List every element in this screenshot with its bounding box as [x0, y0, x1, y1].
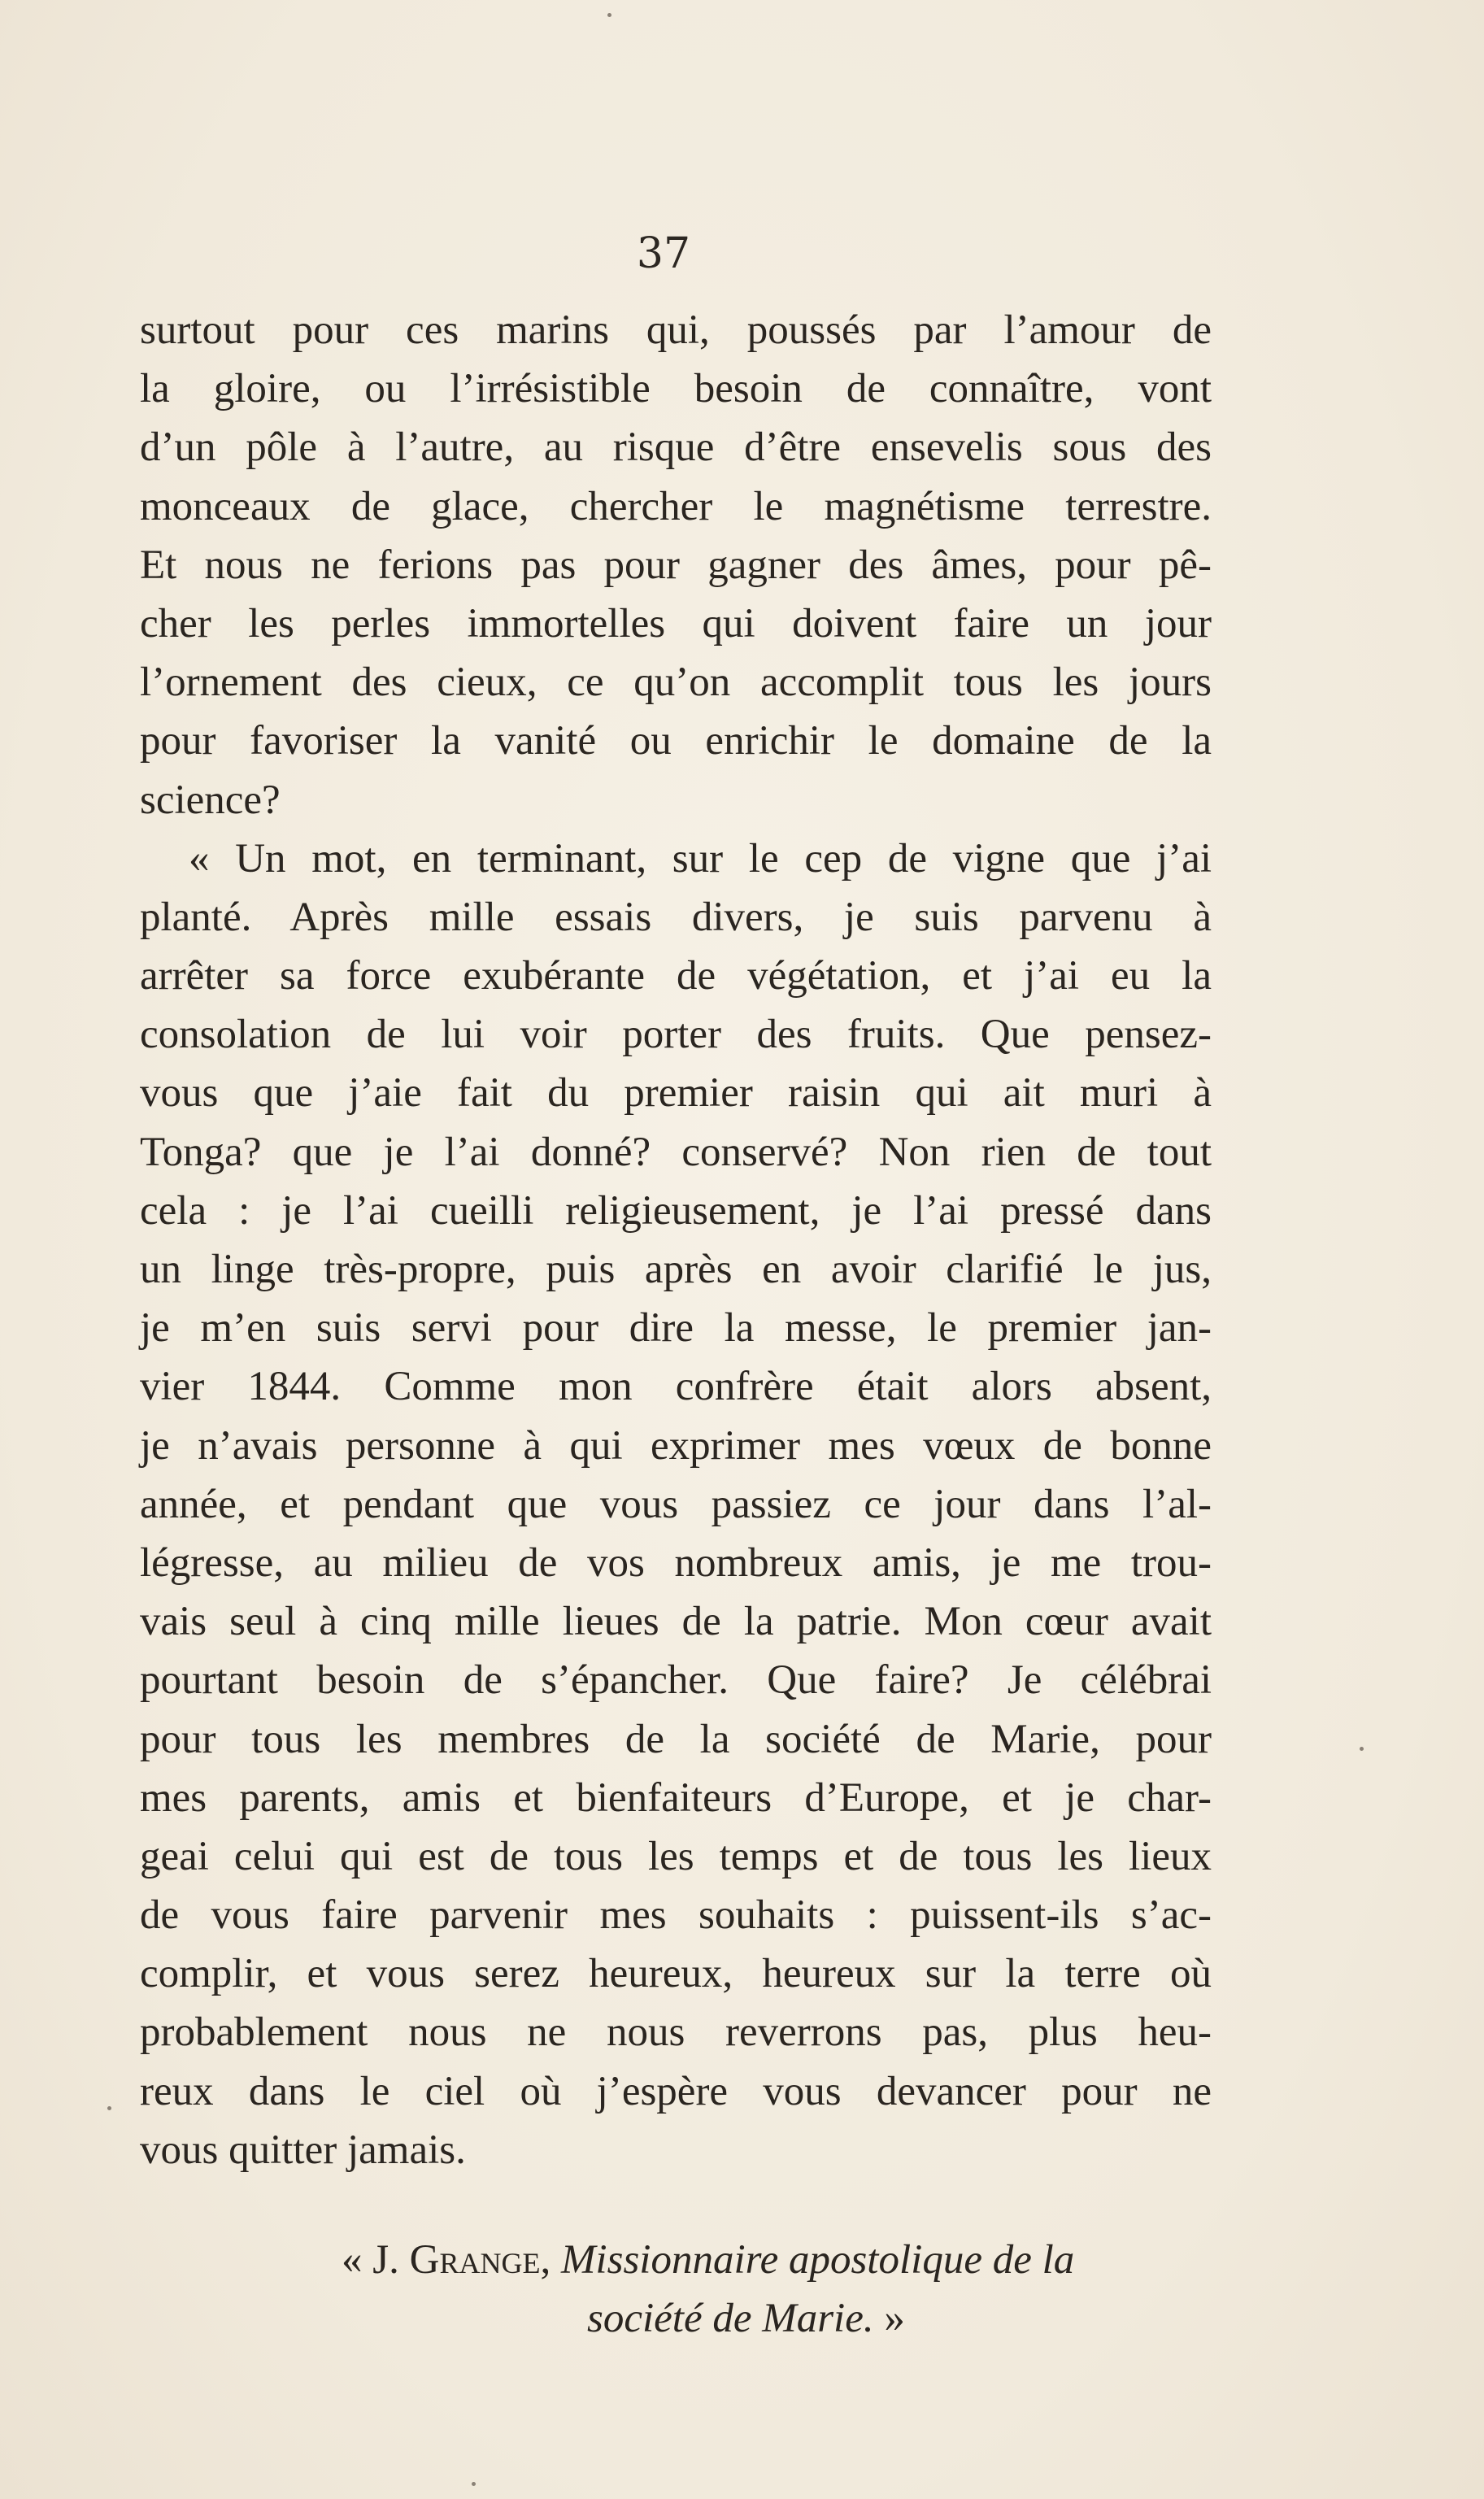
text-line: un linge très-propre, puis après en avoir clarifié le jus, [140, 1247, 1212, 1292]
text-line: année, et pendant que vous passiez ce jour dans l’al- [140, 1481, 1212, 1527]
page-number: 37 [636, 229, 691, 278]
text-line: vais seul à cinq mille lieues de la patrie. Mon cœur avait [140, 1599, 1212, 1645]
signature-separator: , [540, 2237, 551, 2283]
text-line: pour tous les membres de la société de Marie, pour [140, 1716, 1212, 1762]
signature-title-part-1: Missionnaire apostolique de la [560, 2237, 1075, 2283]
signature-title-part-2: société de Marie. [587, 2296, 874, 2341]
paper-speck [607, 13, 611, 17]
text-line: « Un mot, en terminant, sur le cep de vigne que j’ai [189, 835, 1212, 882]
signature-open-quote: « J. [342, 2237, 399, 2283]
text-line: cela : je l’ai cueilli religieusement, je l’ai pressé dans [140, 1187, 1212, 1234]
text-line: consolation de lui voir porter des fruits. Que pensez- [140, 1012, 1212, 1058]
text-line: cher les perles immortelles qui doivent faire un jour [140, 600, 1212, 647]
text-line: monceaux de glace, chercher le magnétisme terrestre. [140, 483, 1212, 529]
paper-speck [472, 2482, 476, 2486]
text-line: reux dans le ciel où j’espère vous devancer pour ne [140, 2068, 1212, 2114]
text-line: pour favoriser la vanité ou enrichir le domaine de la [140, 718, 1212, 764]
text-line: science? [140, 777, 281, 823]
signature-line-1 [342, 2236, 1074, 2283]
text-line: surtout pour ces marins qui, poussés par l’amour de [140, 307, 1212, 353]
text-line: la gloire, ou l’irrésistible besoin de connaître, vont [140, 366, 1212, 412]
paper-speck [107, 2106, 111, 2110]
text-line: Tonga? que je l’ai donné? conservé? Non rien de tout [140, 1129, 1212, 1175]
text-line: vous que j’aie fait du premier raisin qui ait muri à [140, 1070, 1212, 1117]
text-line: vier 1844. Comme mon confrère était alors absent, [140, 1364, 1212, 1410]
signature-name: Grange [409, 2237, 541, 2283]
paper-speck [1360, 1747, 1364, 1751]
text-line: Et nous ne ferions pas pour gagner des âmes, pour pê- [140, 542, 1212, 588]
text-line: de vous faire parvenir mes souhaits : puissent-ils s’ac- [140, 1892, 1212, 1939]
text-line: l’ornement des cieux, ce qu’on accomplit tous les jours [140, 660, 1212, 706]
text-line: arrêter sa force exubérante de végétation, et j’ai eu la [140, 953, 1212, 999]
text-line: légresse, au milieu de vos nombreux amis, je me trou- [140, 1539, 1212, 1586]
text-line: probablement nous ne nous reverrons pas, plus heu- [140, 2009, 1212, 2056]
text-line: planté. Après mille essais divers, je suis parvenu à [140, 894, 1212, 940]
text-line: d’un pôle à l’autre, au risque d’être ensevelis sous des [140, 424, 1212, 471]
text-line: mes parents, amis et bienfaiteurs d’Europe, et je char- [140, 1774, 1212, 1821]
text-line: vous quitter jamais. [140, 2127, 466, 2173]
text-line: pourtant besoin de s’épancher. Que faire? Je célébrai [140, 1657, 1212, 1704]
text-line: je n’avais personne à qui exprimer mes vœux de bonne [140, 1422, 1212, 1469]
signature-line-2 [587, 2295, 905, 2342]
text-line: je m’en suis servi pour dire la messe, le premier jan- [140, 1305, 1212, 1352]
text-line: geai celui qui est de tous les temps et de tous les lieux [140, 1833, 1212, 1879]
signature-close-quote: » [884, 2296, 905, 2341]
body-text [140, 301, 1212, 2179]
text-line: complir, et vous serez heureux, heureux sur la terre où [140, 1951, 1212, 1997]
